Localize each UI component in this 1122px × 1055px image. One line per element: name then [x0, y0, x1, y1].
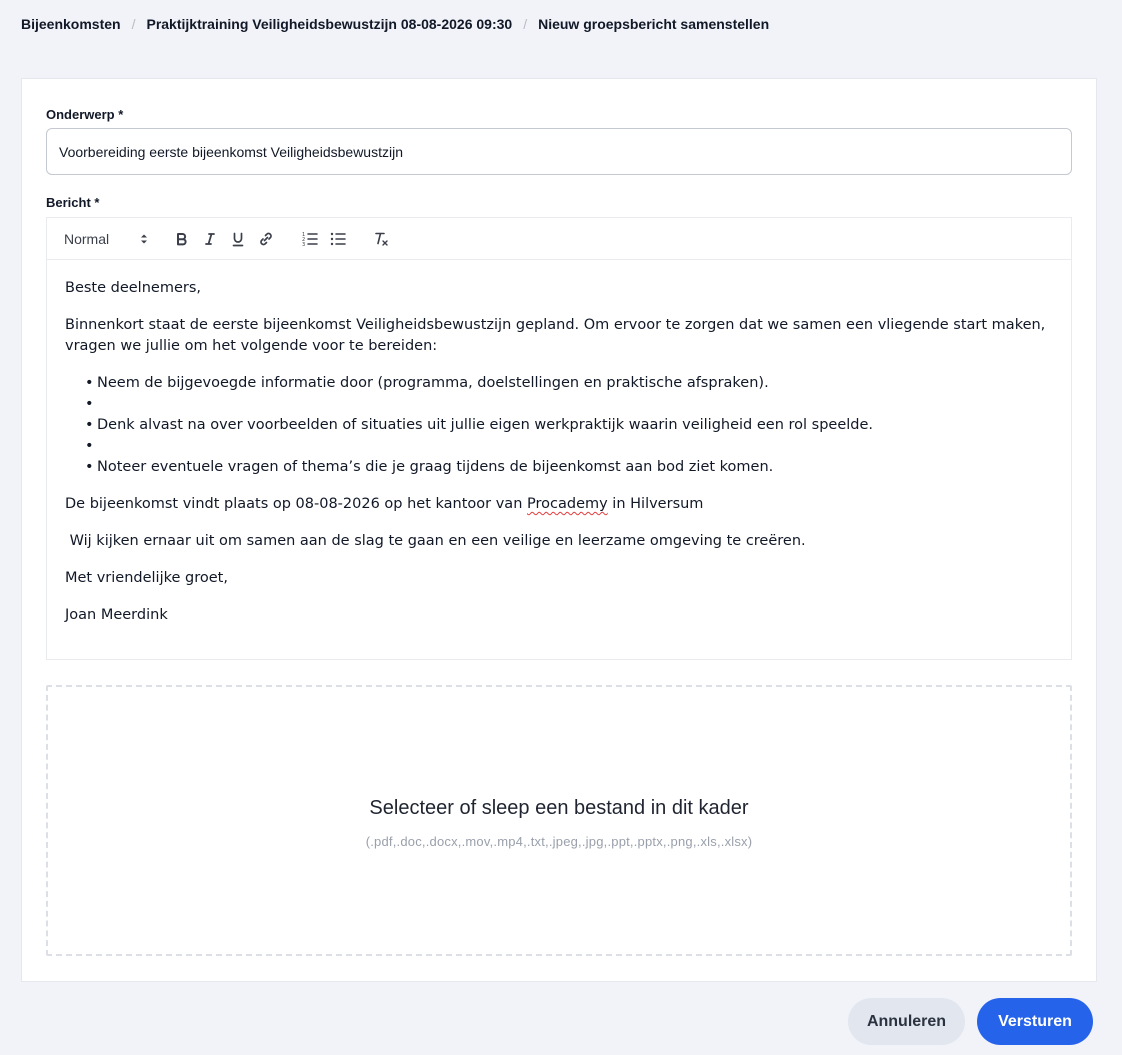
editor-toolbar	[47, 218, 1071, 260]
message-greeting: Beste deelnemers,	[65, 280, 201, 296]
message-regards: Met vriendelijke groet,	[65, 570, 228, 586]
breadcrumb-item-training[interactable]: Praktijktraining Veiligheidsbewustzijn 08-08-2026 09:30	[146, 16, 513, 32]
breadcrumb-item-bijeenkomsten[interactable]: Bijeenkomsten	[21, 16, 121, 32]
svg-text:3: 3	[302, 242, 306, 247]
list-item: • Denk alvast na over voorbeelden of situaties uit jullie eigen werkpraktijk waarin veiligheid een rol speelde.	[85, 415, 1053, 436]
location-text-after: in Hilversum	[607, 496, 704, 512]
dropzone-title: Selecteer of sleep een bestand in dit kader	[369, 796, 749, 819]
message-closing-line: Wij kijken ernaar uit om samen aan de slag te gaan en een veilige en leerzame omgeving te creëren.	[65, 533, 806, 549]
message-signature: Joan Meerdink	[65, 607, 168, 623]
location-text-before: De bijeenkomst vindt plaats op 08-08-2026 op het kantoor van	[65, 496, 527, 512]
rich-text-editor	[46, 217, 1072, 660]
breadcrumb	[21, 14, 769, 34]
subject-input[interactable]	[46, 128, 1072, 175]
breadcrumb-item-current: Nieuw groepsbericht samenstellen	[538, 16, 770, 32]
svg-text:1: 1	[302, 232, 306, 238]
dropzone-accepted-types: (.pdf,.doc,.docx,.mov,.mp4,.txt,.jpeg,.jpg,.ppt,.pptx,.png,.xls,.xlsx)	[365, 833, 753, 849]
format-select[interactable]	[55, 228, 149, 250]
message-label: Bericht *	[46, 195, 100, 210]
svg-text:2: 2	[302, 237, 306, 243]
list-item: • Noteer eventuele vragen of thema’s die je graag tijdens de bijeenkomst aan bod ziet komen.	[85, 457, 1053, 478]
list-item: • Neem de bijgevoegde informatie door (programma, doelstellingen en praktische afspraken).	[85, 373, 1053, 394]
message-bullet-list	[85, 373, 1053, 478]
location-company: Procademy	[527, 496, 608, 512]
bold-icon[interactable]	[171, 228, 193, 250]
send-button[interactable]: Versturen	[977, 998, 1093, 1045]
file-dropzone[interactable]	[46, 685, 1072, 956]
italic-icon[interactable]	[199, 228, 221, 250]
list-item	[85, 394, 1053, 415]
clear-format-icon[interactable]	[370, 228, 392, 250]
editor-content[interactable]	[47, 260, 1071, 626]
breadcrumb-separator: /	[523, 16, 528, 32]
breadcrumb-separator: /	[131, 16, 136, 32]
bullet-list-icon[interactable]	[327, 228, 349, 250]
select-arrows-icon	[139, 232, 149, 246]
message-form-card	[21, 78, 1097, 982]
cancel-button[interactable]: Annuleren	[848, 998, 965, 1045]
message-intro: Binnenkort staat de eerste bijeenkomst Veiligheidsbewustzijn gepland. Om ervoor te zorgen dat we samen een vliegende start maken, vragen we jullie om het volgende voor te bereiden:	[65, 317, 1046, 354]
list-item	[85, 436, 1053, 457]
format-select-value: Normal	[64, 231, 110, 247]
message-location	[65, 494, 1053, 515]
ordered-list-icon[interactable]	[299, 228, 321, 250]
underline-icon[interactable]	[227, 228, 249, 250]
subject-label: Onderwerp *	[46, 107, 124, 122]
link-icon[interactable]	[255, 228, 277, 250]
